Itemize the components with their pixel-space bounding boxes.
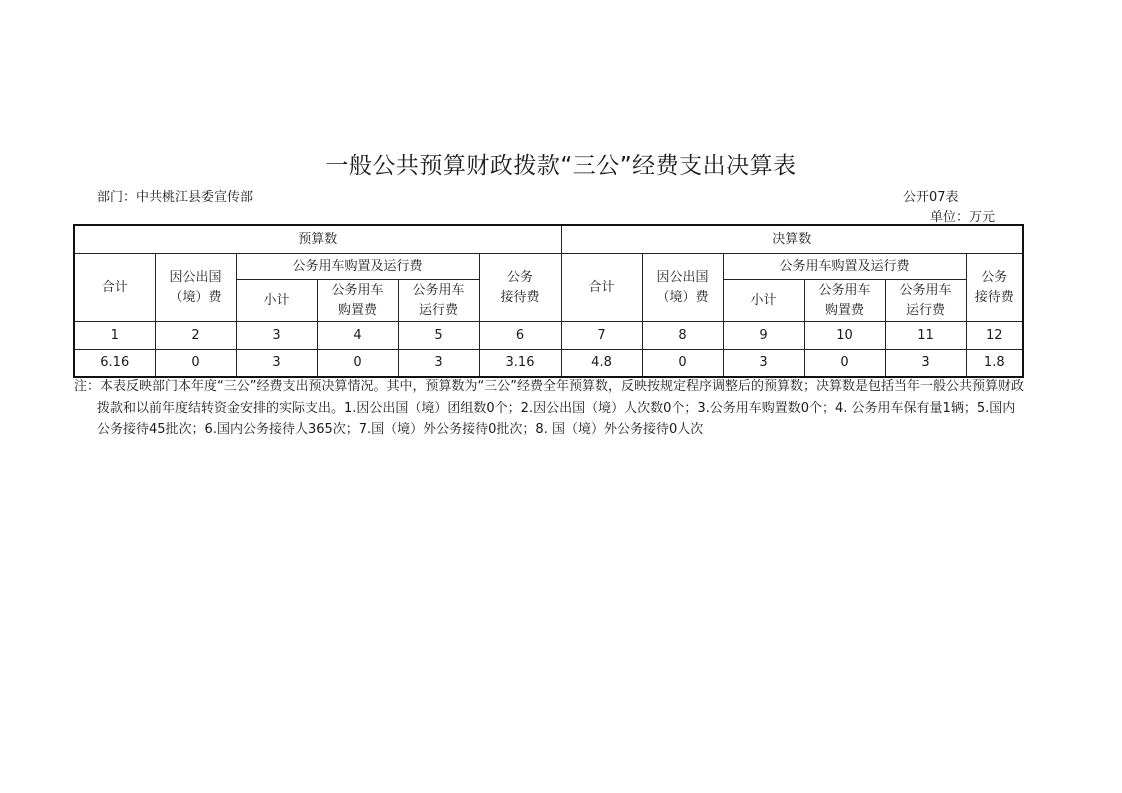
final-subtotal-header: 小计 — [723, 280, 804, 322]
value-cell: 4.8 — [561, 350, 642, 378]
index-cell: 11 — [885, 322, 966, 350]
index-cell: 2 — [155, 322, 236, 350]
value-cell: 0 — [317, 350, 398, 378]
budget-operate-header: 公务用车 运行费 — [398, 280, 479, 322]
form-number: 公开07表 — [903, 190, 959, 205]
table-note: 注：本表反映部门本年度“三公”经费支出预决算情况。其中，预算数为“三公”经费全年预算数，反映按规定程序调整后的预算数；决算数是包括当年一般公共预算财政拨款和以前年度结转资金安排的实际支出。1.因公出国（境）团组数0个；2.因公出国（境）人次数0个；3.公务用车购置数0个；4. 公务用车保有量1辆；5.国内公务接待45批次；6.国内公务接待人365次；7.国（境）外公务接待0批次；8. 国（境）外公务接待0人次 — [74, 379, 1024, 437]
value-row — [74, 350, 1023, 378]
index-cell: 10 — [804, 322, 885, 350]
group-header-row — [74, 225, 1023, 254]
unit-label: 单位：万元 — [930, 210, 996, 225]
budget-vehicle-header: 公务用车购置及运行费 — [236, 254, 479, 280]
budget-purchase-header: 公务用车 购置费 — [317, 280, 398, 322]
final-abroad-header: 因公出国 （境）费 — [642, 254, 723, 322]
index-cell: 7 — [561, 322, 642, 350]
final-group-header: 决算数 — [561, 225, 1023, 254]
budget-subtotal-header: 小计 — [236, 280, 317, 322]
index-row — [74, 322, 1023, 350]
budget-total-header: 合计 — [74, 254, 155, 322]
budget-reception-header: 公务 接待费 — [479, 254, 561, 322]
index-cell: 12 — [966, 322, 1023, 350]
value-cell: 3 — [723, 350, 804, 378]
index-cell: 8 — [642, 322, 723, 350]
index-cell: 3 — [236, 322, 317, 350]
final-purchase-header: 公务用车 购置费 — [804, 280, 885, 322]
value-cell: 3 — [398, 350, 479, 378]
department-label: 部门：中共桃江县委宣传部 — [97, 190, 254, 205]
index-cell: 9 — [723, 322, 804, 350]
value-cell: 3 — [885, 350, 966, 378]
value-cell: 0 — [642, 350, 723, 378]
budget-group-header: 预算数 — [74, 225, 561, 254]
index-cell: 4 — [317, 322, 398, 350]
final-reception-header: 公务 接待费 — [966, 254, 1023, 322]
value-cell: 3 — [236, 350, 317, 378]
value-cell: 6.16 — [74, 350, 155, 378]
value-cell: 3.16 — [479, 350, 561, 378]
index-cell: 5 — [398, 322, 479, 350]
index-cell: 1 — [74, 322, 155, 350]
value-cell: 1.8 — [966, 350, 1023, 378]
value-cell: 0 — [155, 350, 236, 378]
expense-table — [73, 224, 1024, 378]
final-vehicle-header: 公务用车购置及运行费 — [723, 254, 966, 280]
page-title: 一般公共预算财政拨款“三公”经费支出决算表 — [325, 153, 797, 179]
budget-abroad-header: 因公出国 （境）费 — [155, 254, 236, 322]
value-cell: 0 — [804, 350, 885, 378]
final-operate-header: 公务用车 运行费 — [885, 280, 966, 322]
index-cell: 6 — [479, 322, 561, 350]
final-total-header: 合计 — [561, 254, 642, 322]
column-header-row — [74, 254, 1023, 280]
